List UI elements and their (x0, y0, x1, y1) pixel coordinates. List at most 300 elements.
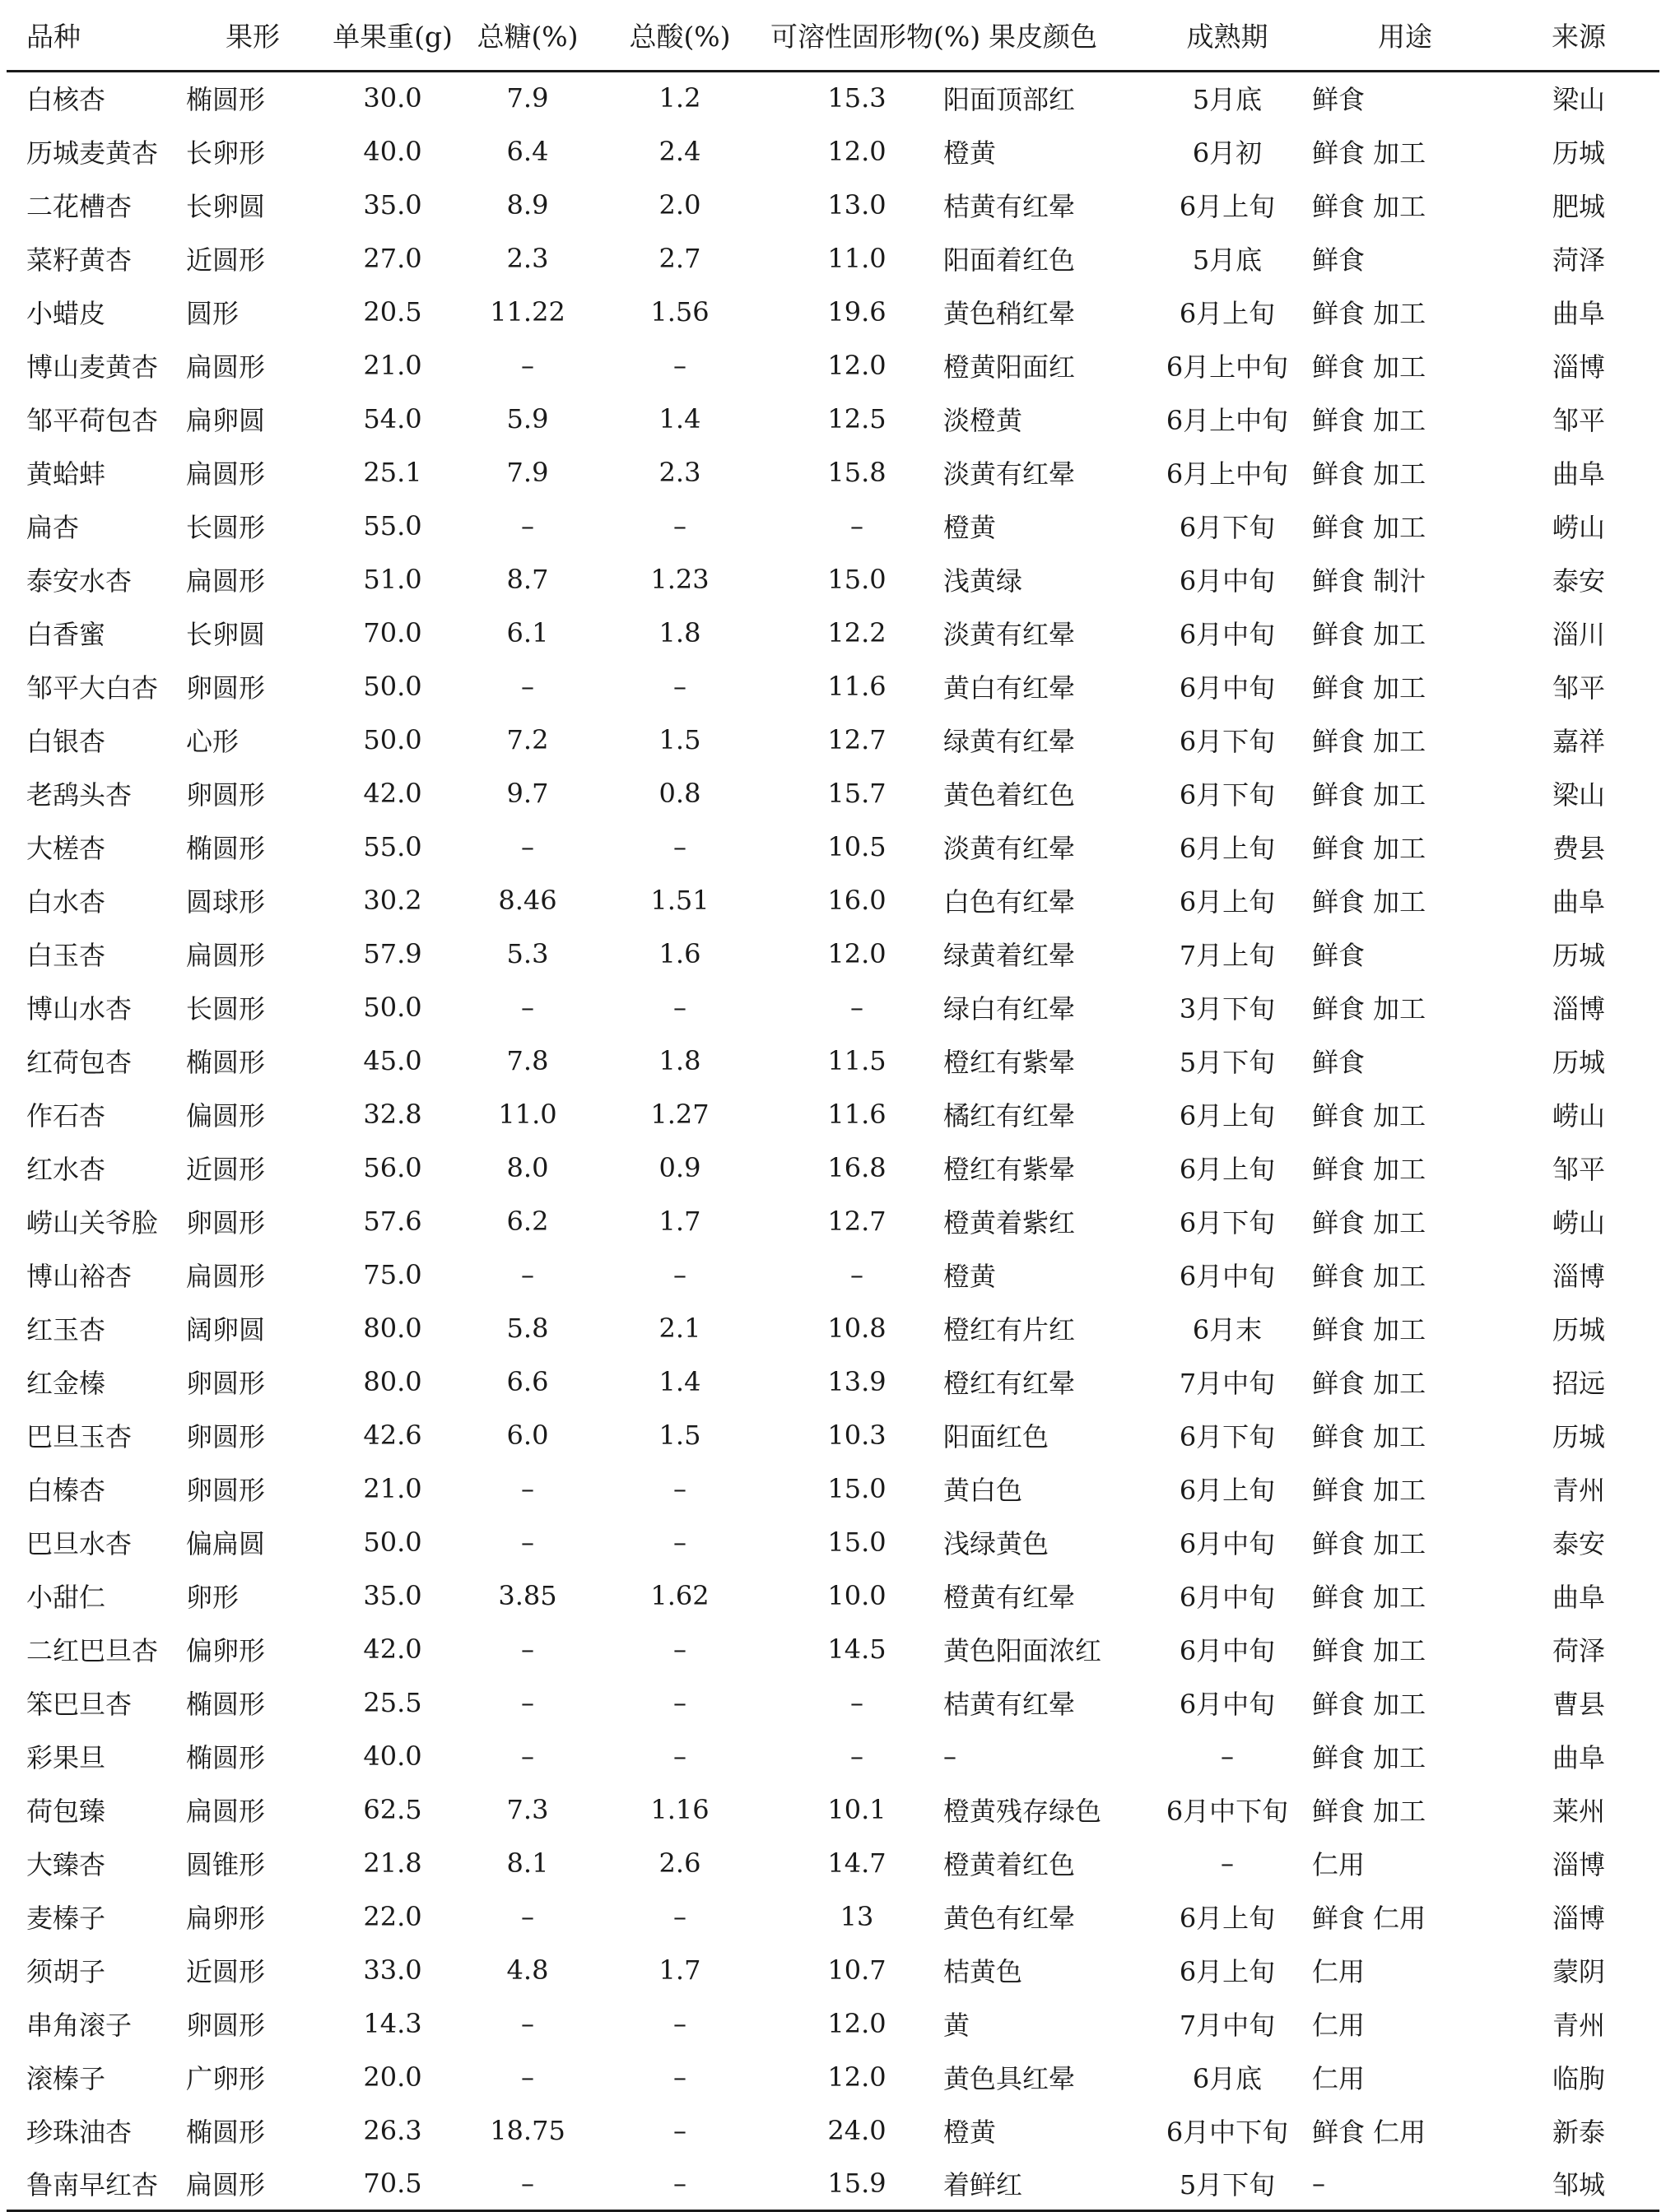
cell-fruit-weight: 33.0 (363, 1954, 422, 1986)
cell-total-acid: 2.6 (658, 1847, 701, 1879)
cell-total-acid: – (673, 2007, 686, 2039)
cell-total-sugar: 9.7 (506, 777, 549, 809)
cell-variety: 老鸹头杏 (26, 778, 133, 811)
cell-fruit-shape: 椭圆形 (186, 84, 266, 116)
cell-usage: 鲜食 加工 (1312, 1527, 1426, 1559)
cell-total-acid: – (673, 349, 686, 381)
cell-usage: 鲜食 加工 (1312, 458, 1426, 490)
cell-origin: 梁山 (1552, 778, 1605, 811)
cell-total-acid: 1.16 (650, 1793, 710, 1825)
cell-peel-color: – (943, 1740, 956, 1772)
table-row (7, 820, 1659, 873)
cell-peel-color: 着鲜红 (943, 2157, 1142, 2210)
table-row (7, 2157, 1659, 2210)
table-header (7, 0, 1659, 71)
cell-maturity: 6月中旬 (1179, 1527, 1276, 1559)
cell-peel-color: 白色有红晕 (943, 885, 1076, 918)
cell-fruit-shape: 卵圆形 (186, 1474, 266, 1506)
cell-peel-color: 橘红有红晕 (943, 1099, 1076, 1132)
cell-total-acid: 1.4 (658, 1365, 701, 1397)
cell-maturity: 6月中旬 (1179, 672, 1276, 704)
cell-variety: 白水杏 (26, 885, 106, 918)
cell-fruit-weight: 26.3 (363, 2114, 422, 2146)
cell-usage: 鲜食 仁用 (1312, 2116, 1426, 2148)
cell-total-sugar: 2.3 (506, 242, 549, 274)
cell-fruit-shape: 椭圆形 (186, 1741, 266, 1773)
cell-fruit-shape: 长卵圆 (186, 618, 266, 650)
cell-peel-color: 绿白有红晕 (943, 992, 1076, 1025)
header-origin: 来源 (1498, 0, 1659, 71)
cell-variety: 鲁南早红杏 (7, 2157, 186, 2210)
cell-usage: 鲜食 加工 (1312, 190, 1426, 222)
cell-origin: 蒙阴 (1552, 1955, 1605, 1987)
table-row (7, 124, 1659, 178)
cell-total-sugar: – (521, 670, 534, 702)
cell-soluble-solids: 15.0 (827, 563, 887, 595)
cell-soluble-solids: 15.3 (827, 82, 887, 114)
cell-fruit-shape: 扁圆形 (186, 458, 266, 490)
cell-peel-color: 淡黄有红晕 (943, 618, 1076, 650)
cell-variety: 历城麦黄杏 (26, 137, 159, 169)
cell-fruit-weight: 32.8 (363, 1098, 422, 1130)
cell-usage: 鲜食 加工 (1312, 1581, 1426, 1613)
cell-fruit-weight: 54.0 (363, 402, 422, 434)
cell-total-acid: – (673, 2061, 686, 2093)
cell-total-sugar: – (521, 1258, 534, 1290)
cell-total-sugar: 8.7 (506, 563, 549, 595)
cell-total-acid: – (673, 1686, 686, 1718)
cell-fruit-shape: 偏扁圆 (186, 1527, 266, 1559)
cell-fruit-shape: 长卵圆 (186, 190, 266, 222)
table-row (7, 1675, 1659, 1729)
cell-total-acid: – (589, 2157, 770, 2210)
cell-fruit-shape: 心形 (186, 725, 240, 757)
cell-usage: 鲜食 加工 (1312, 351, 1426, 383)
cell-peel-color: 橙黄 (943, 2116, 997, 2148)
cell-soluble-solids: – (850, 1258, 863, 1290)
cell-fruit-shape: 长圆形 (186, 511, 266, 543)
cell-maturity: 6月下旬 (1179, 511, 1276, 543)
cell-fruit-weight: 42.0 (363, 777, 422, 809)
cell-soluble-solids: 12.7 (827, 1205, 887, 1237)
cell-fruit-weight: 21.8 (363, 1847, 422, 1879)
cell-maturity: 6月上中旬 (1166, 351, 1289, 383)
cell-soluble-solids: 15.0 (827, 1472, 887, 1504)
cell-fruit-weight: 50.0 (363, 670, 422, 702)
header-fruit-weight: 单果重(g) (319, 0, 466, 71)
cell-maturity: 5月底 (1192, 84, 1263, 116)
cell-fruit-weight: 57.9 (363, 937, 422, 969)
cell-total-sugar: 6.6 (506, 1365, 549, 1397)
cell-maturity: 6月下旬 (1179, 1420, 1276, 1452)
table-row (7, 766, 1659, 820)
cell-usage: 鲜食 加工 (1312, 404, 1426, 436)
cell-soluble-solids: 13.0 (827, 188, 887, 221)
cell-usage: 鲜食 加工 (1312, 511, 1426, 543)
cell-total-acid: – (673, 1472, 686, 1504)
cell-variety: 小蜡皮 (26, 297, 106, 329)
table-row (7, 1889, 1659, 1943)
cell-origin: 青州 (1552, 2009, 1605, 2041)
cell-usage: 鲜食 加工 (1312, 1741, 1426, 1773)
header-row (7, 0, 1659, 71)
cell-total-acid: – (673, 509, 686, 541)
cell-soluble-solids: 10.1 (827, 1793, 887, 1825)
cell-fruit-shape: 圆球形 (186, 885, 266, 918)
cell-maturity: 6月末 (1192, 1313, 1263, 1345)
cell-maturity: 6月中下旬 (1166, 2116, 1289, 2148)
cell-origin: 淄博 (1552, 1260, 1605, 1292)
cell-fruit-weight: 50.0 (363, 723, 422, 755)
cell-fruit-weight: 27.0 (363, 242, 422, 274)
cell-maturity: 7月中旬 (1179, 2009, 1276, 2041)
cell-total-sugar: 6.0 (506, 1419, 549, 1451)
cell-variety: 串角滚子 (26, 2009, 133, 2041)
table-row (7, 552, 1659, 606)
cell-maturity: 6月上旬 (1179, 832, 1276, 864)
cell-fruit-shape: 阔卵圆 (186, 1313, 266, 1345)
table-row (7, 1301, 1659, 1355)
cell-variety: 扁杏 (26, 511, 80, 543)
cell-fruit-shape: 椭圆形 (186, 832, 266, 864)
cell-origin: 梁山 (1552, 84, 1605, 116)
cell-total-acid: 1.62 (650, 1579, 710, 1611)
cell-soluble-solids: 12.5 (827, 402, 887, 434)
cell-total-acid: – (673, 670, 686, 702)
cell-usage: 鲜食 加工 (1312, 778, 1426, 811)
cell-origin: 泰安 (1552, 565, 1605, 597)
cell-fruit-shape: 卵圆形 (186, 1206, 266, 1238)
cell-fruit-shape: 近圆形 (186, 1955, 266, 1987)
cell-total-acid: 2.4 (658, 135, 701, 167)
cell-total-acid: – (673, 1900, 686, 1932)
table-row (7, 1355, 1659, 1408)
cell-soluble-solids: 12.0 (827, 2061, 887, 2093)
cell-usage: 鲜食 (1312, 1046, 1366, 1078)
cell-fruit-weight: 57.6 (363, 1205, 422, 1237)
header-maturity: 成熟期 (1142, 0, 1312, 71)
cell-variety: 博山麦黄杏 (26, 351, 159, 383)
cell-fruit-shape: 卵圆形 (186, 1367, 266, 1399)
cell-soluble-solids: 15.9 (770, 2157, 943, 2210)
header-usage: 用途 (1312, 0, 1498, 71)
table-row (7, 285, 1659, 338)
cell-fruit-weight: 21.0 (363, 349, 422, 381)
cell-fruit-shape: 近圆形 (186, 1153, 266, 1185)
cell-soluble-solids: 12.2 (827, 616, 887, 648)
cell-fruit-weight: 14.3 (363, 2007, 422, 2039)
cell-total-acid: – (673, 1526, 686, 1558)
cell-fruit-shape: 扁圆形 (186, 1795, 266, 1827)
cell-variety: 黄蛤蚌 (26, 458, 106, 490)
cell-soluble-solids: – (850, 1740, 863, 1772)
cell-fruit-weight: 62.5 (363, 1793, 422, 1825)
cell-maturity: 6月上旬 (1179, 1902, 1276, 1934)
cell-maturity: 6月上中旬 (1166, 458, 1289, 490)
cell-soluble-solids: 11.5 (827, 1044, 887, 1076)
cell-total-sugar: – (521, 1526, 534, 1558)
cell-fruit-weight: 75.0 (363, 1258, 422, 1290)
cell-total-acid: 0.9 (658, 1151, 701, 1183)
cell-maturity: 6月上旬 (1179, 1955, 1276, 1987)
cell-total-acid: 1.23 (650, 563, 710, 595)
cell-fruit-shape: 椭圆形 (186, 2116, 266, 2148)
cell-fruit-shape: 卵圆形 (186, 2009, 266, 2041)
cell-total-acid: 1.8 (658, 616, 701, 648)
cell-total-sugar: 5.3 (506, 937, 549, 969)
cell-origin: 新泰 (1552, 2116, 1605, 2148)
cell-origin: 崂山 (1552, 1206, 1605, 1238)
apricot-variety-table (7, 0, 1659, 2212)
cell-total-acid: 1.2 (658, 82, 701, 114)
cell-maturity: 3月下旬 (1179, 992, 1276, 1025)
cell-origin: 历城 (1552, 1046, 1605, 1078)
cell-maturity: – (1221, 1847, 1234, 1879)
cell-soluble-solids: 10.3 (827, 1419, 887, 1451)
cell-fruit-weight: 80.0 (363, 1312, 422, 1344)
cell-fruit-weight: 56.0 (363, 1151, 422, 1183)
cell-soluble-solids: 13.9 (827, 1365, 887, 1397)
cell-soluble-solids: 10.7 (827, 1954, 887, 1986)
cell-soluble-solids: 19.6 (827, 295, 887, 328)
cell-total-acid: 2.0 (658, 188, 701, 221)
cell-fruit-shape: 卵圆形 (186, 778, 266, 811)
table-row (7, 1408, 1659, 1462)
cell-fruit-weight: 35.0 (363, 188, 422, 221)
cell-total-sugar: 3.85 (498, 1579, 557, 1611)
cell-total-acid: 1.5 (658, 1419, 701, 1451)
cell-maturity: 6月中下旬 (1166, 1795, 1289, 1827)
cell-fruit-shape: 近圆形 (186, 244, 266, 276)
cell-origin: 崂山 (1552, 1099, 1605, 1132)
cell-fruit-weight: 25.1 (363, 456, 422, 488)
cell-peel-color: 橙黄 (943, 511, 997, 543)
cell-maturity: 6月上旬 (1179, 297, 1276, 329)
cell-fruit-weight: 42.0 (363, 1633, 422, 1665)
cell-fruit-shape: 卵形 (186, 1581, 240, 1613)
cell-fruit-weight: 25.5 (363, 1686, 422, 1718)
cell-total-sugar: 18.75 (490, 2114, 565, 2146)
table-row (7, 2050, 1659, 2103)
cell-peel-color: 桔黄有红晕 (943, 1688, 1076, 1720)
cell-variety: 作石杏 (26, 1099, 106, 1132)
cell-soluble-solids: 15.0 (827, 1526, 887, 1558)
cell-maturity: 6月下旬 (1179, 1206, 1276, 1238)
cell-peel-color: 橙黄着红色 (943, 1848, 1076, 1880)
cell-origin: 泰安 (1552, 1527, 1605, 1559)
cell-total-sugar: 7.2 (506, 723, 549, 755)
cell-maturity: 6月上旬 (1179, 885, 1276, 918)
cell-maturity: 5月底 (1192, 244, 1263, 276)
cell-fruit-weight: 45.0 (363, 1044, 422, 1076)
cell-soluble-solids: 11.0 (827, 242, 887, 274)
cell-total-sugar: 5.9 (506, 402, 549, 434)
cell-total-sugar: 8.9 (506, 188, 549, 221)
cell-total-acid: 1.27 (650, 1098, 710, 1130)
table-row (7, 2103, 1659, 2157)
cell-origin: 曲阜 (1552, 1581, 1605, 1613)
table-row (7, 1943, 1659, 1996)
cell-usage: 鲜食 (1312, 84, 1366, 116)
cell-total-sugar: 6.4 (506, 135, 549, 167)
cell-origin: 曹县 (1552, 1688, 1605, 1720)
table-row (7, 71, 1659, 124)
cell-fruit-shape: 偏圆形 (186, 1099, 266, 1132)
cell-peel-color: 桔黄色 (943, 1955, 1023, 1987)
cell-fruit-weight: 22.0 (363, 1900, 422, 1932)
cell-origin: 邹平 (1552, 672, 1605, 704)
cell-peel-color: 淡橙黄 (943, 404, 1023, 436)
cell-fruit-shape: 椭圆形 (186, 1046, 266, 1078)
cell-total-acid: 2.7 (658, 242, 701, 274)
cell-total-acid: 1.51 (650, 884, 710, 916)
cell-soluble-solids: 10.5 (827, 830, 887, 862)
cell-total-sugar: 7.8 (506, 1044, 549, 1076)
cell-total-sugar: 7.9 (506, 456, 549, 488)
table-row (7, 1622, 1659, 1675)
cell-maturity: 6月中旬 (1179, 565, 1276, 597)
table-row (7, 1782, 1659, 1836)
cell-fruit-shape: 扁圆形 (186, 351, 266, 383)
table-row (7, 1141, 1659, 1194)
table-row (7, 1087, 1659, 1141)
cell-peel-color: 阳面红色 (943, 1420, 1049, 1452)
cell-peel-color: 橙红有紫晕 (943, 1153, 1076, 1185)
cell-total-sugar: – (521, 991, 534, 1023)
cell-origin: 临朐 (1552, 2062, 1605, 2094)
cell-total-sugar: – (521, 1686, 534, 1718)
cell-soluble-solids: 13 (840, 1900, 874, 1932)
cell-origin: 莱州 (1552, 1795, 1605, 1827)
cell-total-sugar: – (521, 1472, 534, 1504)
cell-usage: 鲜食 (1312, 244, 1366, 276)
cell-usage: 鲜食 加工 (1312, 1795, 1426, 1827)
cell-soluble-solids: 16.0 (827, 884, 887, 916)
cell-usage: 鲜食 加工 (1312, 1260, 1426, 1292)
header-total-sugar: 总糖(%) (466, 0, 589, 71)
cell-maturity: 6月中旬 (1179, 1581, 1276, 1613)
cell-fruit-shape: 圆锥形 (186, 1848, 266, 1880)
cell-origin: 嘉祥 (1552, 725, 1605, 757)
cell-total-sugar: – (521, 1740, 534, 1772)
cell-usage: 鲜食 加工 (1312, 672, 1426, 704)
table-row (7, 1996, 1659, 2050)
cell-fruit-shape: 偏卵形 (186, 1634, 266, 1666)
cell-maturity: 5月下旬 (1179, 1046, 1276, 1078)
cell-total-acid: 1.7 (658, 1205, 701, 1237)
cell-fruit-shape: 长卵形 (186, 137, 266, 169)
cell-total-acid: – (673, 1633, 686, 1665)
cell-origin: 淄川 (1552, 618, 1605, 650)
cell-peel-color: 黄白色 (943, 1474, 1023, 1506)
cell-total-sugar: – (521, 2007, 534, 2039)
cell-origin: 淄博 (1552, 1848, 1605, 1880)
cell-usage: 鲜食 加工 (1312, 1688, 1426, 1720)
cell-soluble-solids: 11.6 (827, 670, 887, 702)
cell-variety: 博山水杏 (26, 992, 133, 1025)
cell-soluble-solids: – (850, 1686, 863, 1718)
table-row (7, 1568, 1659, 1622)
cell-soluble-solids: 11.6 (827, 1098, 887, 1130)
header-variety: 品种 (7, 0, 186, 71)
cell-variety: 大臻杏 (26, 1848, 106, 1880)
cell-fruit-weight: 35.0 (363, 1579, 422, 1611)
cell-usage: 鲜食 加工 (1312, 1099, 1426, 1132)
cell-total-acid: 1.4 (658, 402, 701, 434)
cell-usage: 仁用 (1312, 2009, 1366, 2041)
cell-soluble-solids: 16.8 (827, 1151, 887, 1183)
cell-origin: 崂山 (1552, 511, 1605, 543)
cell-variety: 博山裕杏 (26, 1260, 133, 1292)
header-peel-color: 果皮颜色 (943, 0, 1142, 71)
cell-soluble-solids: 15.8 (827, 456, 887, 488)
cell-usage: 鲜食 制汁 (1312, 565, 1426, 597)
cell-fruit-shape: 扁卵圆 (186, 404, 266, 436)
cell-total-sugar: 11.0 (498, 1098, 557, 1130)
cell-fruit-weight: 51.0 (363, 563, 422, 595)
table-row (7, 659, 1659, 713)
cell-maturity: 6月上旬 (1179, 1099, 1276, 1132)
cell-variety: 荷包臻 (26, 1795, 106, 1827)
cell-maturity: 7月上旬 (1179, 939, 1276, 971)
cell-fruit-shape: 广卵形 (186, 2062, 266, 2094)
cell-usage: 鲜食 加工 (1312, 885, 1426, 918)
header-total-acid: 总酸(%) (589, 0, 770, 71)
cell-usage: 鲜食 加工 (1312, 1634, 1426, 1666)
cell-fruit-shape: 扁卵形 (186, 1902, 266, 1934)
header-fruit-shape: 果形 (186, 0, 319, 71)
cell-soluble-solids: 12.0 (827, 135, 887, 167)
cell-variety: 白香蜜 (26, 618, 106, 650)
table-row (7, 606, 1659, 659)
table-row (7, 178, 1659, 231)
cell-peel-color: 浅黄绿 (943, 565, 1023, 597)
table-row (7, 980, 1659, 1034)
cell-maturity: 6月中旬 (1179, 618, 1276, 650)
table-row (7, 1462, 1659, 1515)
cell-soluble-solids: 12.0 (827, 349, 887, 381)
cell-origin: 历城 (1552, 939, 1605, 971)
cell-fruit-shape: 扁圆形 (186, 565, 266, 597)
cell-usage: 鲜食 加工 (1312, 832, 1426, 864)
cell-variety: 巴旦玉杏 (26, 1420, 133, 1452)
cell-fruit-weight: 21.0 (363, 1472, 422, 1504)
cell-maturity: 6月初 (1192, 137, 1263, 169)
cell-total-acid: – (673, 1740, 686, 1772)
cell-variety: 邹平荷包杏 (26, 404, 159, 436)
cell-usage: – (1312, 2157, 1498, 2210)
cell-total-sugar: 11.22 (490, 295, 565, 328)
cell-origin: 历城 (1552, 137, 1605, 169)
cell-fruit-weight: 55.0 (363, 509, 422, 541)
cell-total-acid: 2.1 (658, 1312, 701, 1344)
cell-soluble-solids: – (850, 509, 863, 541)
cell-total-acid: – (673, 991, 686, 1023)
table-row (7, 1034, 1659, 1087)
cell-maturity: 6月下旬 (1179, 725, 1276, 757)
cell-variety: 小甜仁 (26, 1581, 106, 1613)
cell-origin: 历城 (1552, 1313, 1605, 1345)
cell-origin: 招远 (1552, 1367, 1605, 1399)
cell-variety: 白玉杏 (26, 939, 106, 971)
cell-fruit-weight: 50.0 (363, 1526, 422, 1558)
cell-soluble-solids: 24.0 (827, 2114, 887, 2146)
cell-total-acid: – (673, 830, 686, 862)
table-row (7, 927, 1659, 980)
cell-variety: 菜籽黄杏 (26, 244, 133, 276)
cell-soluble-solids: 12.0 (827, 2007, 887, 2039)
cell-variety: 大槎杏 (26, 832, 106, 864)
